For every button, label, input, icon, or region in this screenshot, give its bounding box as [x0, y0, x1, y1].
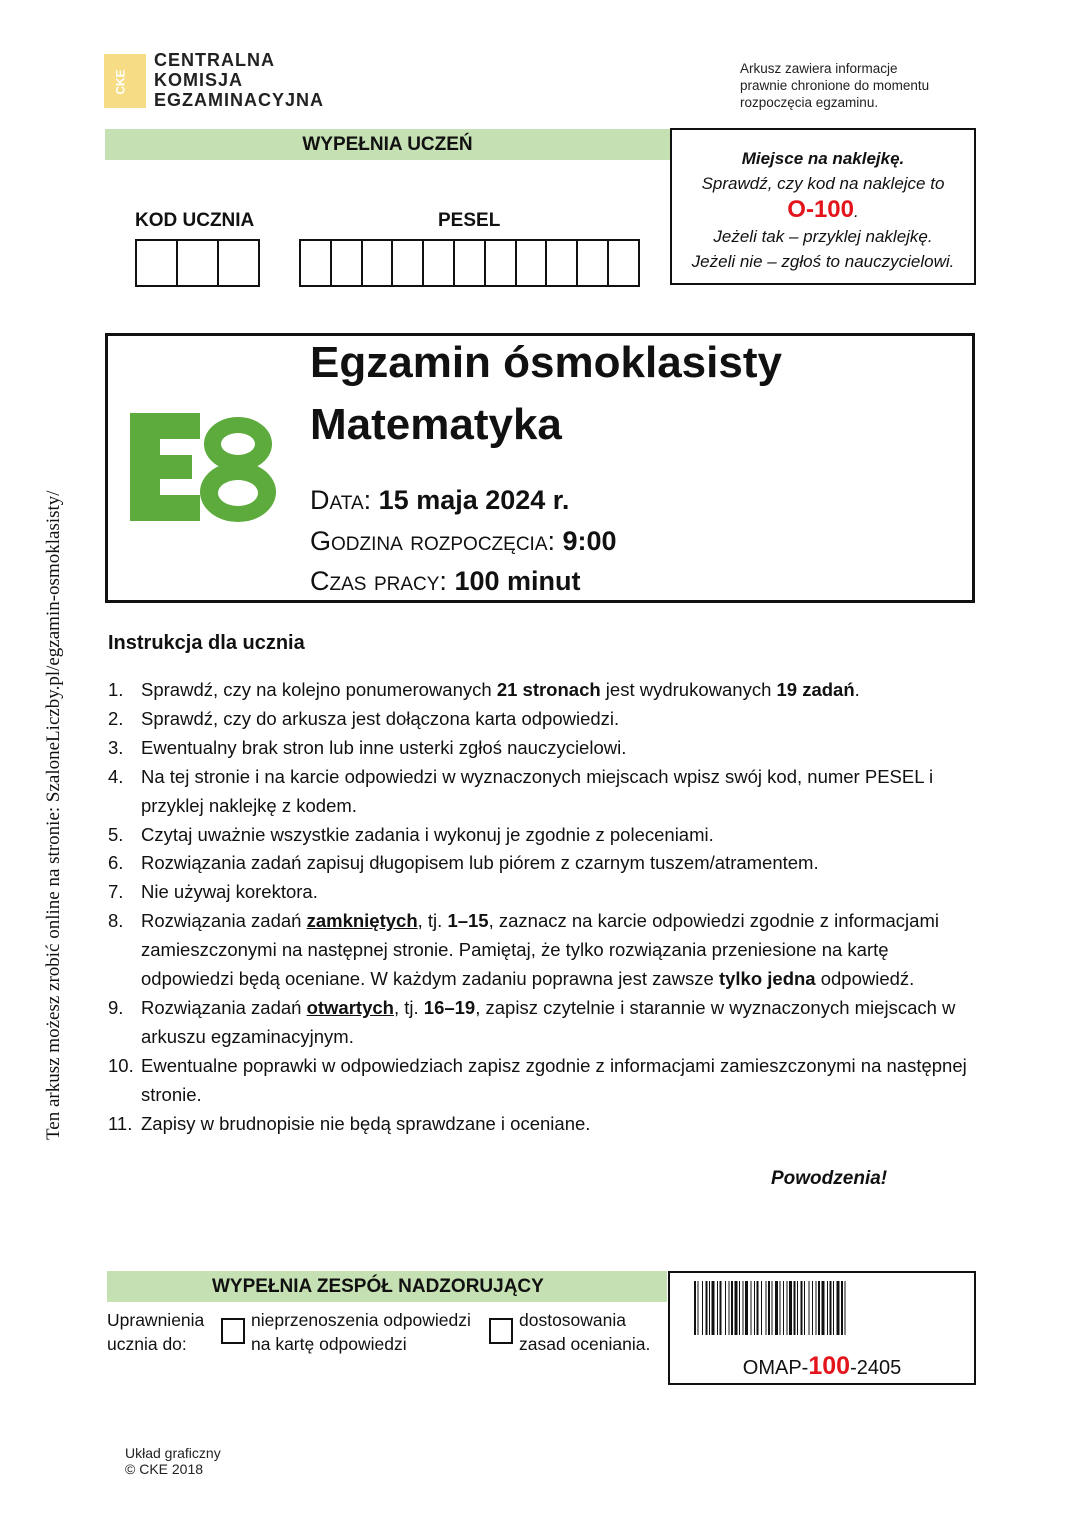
instruction-number: 6. [108, 852, 124, 874]
instruction-number: 10. [108, 1054, 134, 1076]
cke-logo-mark [104, 54, 146, 108]
pesel-label: PESEL [438, 210, 501, 231]
barcode-stripe [717, 1281, 718, 1335]
pesel-cell[interactable] [486, 241, 517, 285]
barcode-stripe [775, 1281, 778, 1335]
exam-start-time-value: 9:00 [562, 526, 617, 556]
cke-logo-line: EGZAMINACYJNA [154, 90, 325, 110]
pesel-cell[interactable] [455, 241, 486, 285]
barcode-stripe [780, 1281, 781, 1335]
option-label-line: na kartę odpowiedzi [251, 1334, 407, 1354]
barcode-stripe [735, 1281, 738, 1335]
cke-logo-mark-text: CKE [113, 69, 128, 95]
no-transfer-option-label [251, 1308, 471, 1356]
instruction-number: 2. [108, 707, 124, 729]
sticker-code: O-100 [787, 196, 854, 223]
sticker-title: Miejsce na naklejkę. [741, 149, 905, 168]
instruction-item: 1. Sprawdź, czy na kolejno ponumerowanych 21 stronach jest wydrukowanych 19 zadań. [108, 676, 968, 705]
footer-line: Układ graficzny [125, 1445, 221, 1461]
instruction-number: 3. [108, 736, 124, 758]
barcode-stripe [743, 1281, 744, 1335]
barcode-stripe [794, 1281, 796, 1335]
pesel-cell[interactable] [301, 241, 332, 285]
barcode-stripe [709, 1281, 710, 1335]
student-code-cell[interactable] [219, 241, 258, 285]
barcode-stripe [804, 1281, 805, 1335]
pesel-cell[interactable] [424, 241, 455, 285]
barcode-stripe [766, 1281, 767, 1335]
no-transfer-checkbox[interactable] [221, 1318, 245, 1344]
barcode-icon [694, 1281, 950, 1337]
barcode-stripe [702, 1281, 703, 1335]
instructions-list [108, 676, 968, 1139]
pesel-cell[interactable] [393, 241, 424, 285]
exam-date-value: 15 maja 2024 r. [378, 485, 570, 515]
barcode-stripe [768, 1281, 770, 1335]
pesel-cell[interactable] [363, 241, 394, 285]
exam-date-label: Data: [310, 485, 372, 515]
barcode-stripe [757, 1281, 759, 1335]
option-label-line: zasad oceniania. [519, 1334, 651, 1354]
barcode-stripe [772, 1281, 773, 1335]
supervisor-section-bar: WYPEŁNIA ZESPÓŁ NADZORUJĄCY [107, 1271, 667, 1302]
instruction-item: 9. Rozwiązania zadań otwartych, tj. 16–19, zapisz czytelnie i starannie w wyznaczonych miejscach w arkuszu egzaminacyjnym. [108, 994, 968, 1052]
barcode-stripe [787, 1281, 788, 1335]
confidentiality-notice [740, 60, 929, 111]
exam-duration [310, 566, 580, 597]
exam-date [310, 485, 569, 516]
exam-subject: Matematyka [310, 400, 562, 449]
pesel-cell[interactable] [609, 241, 638, 285]
barcode-stripe [706, 1281, 708, 1335]
instruction-number: 7. [108, 881, 124, 903]
instruction-item: 6. Rozwiązania zadań zapisuj długopisem lub piórem z czarnym tuszem/atramentem. [108, 849, 968, 878]
sticker-area [670, 128, 976, 285]
barcode-stripe [837, 1281, 840, 1335]
adapted-grading-option-label [519, 1308, 650, 1356]
sticker-yes-text: Jeżeli tak – przyklej naklejkę. [713, 227, 933, 246]
sticker-check-text: Sprawdź, czy kod na naklejce to [701, 174, 945, 193]
barcode-stripe [739, 1281, 740, 1335]
instruction-item: 7. Nie używaj korektora. [108, 878, 968, 907]
instruction-item: 11. Zapisy w brudnopisie nie będą sprawdzane i oceniane. [108, 1110, 968, 1139]
instruction-number: 11. [108, 1112, 133, 1134]
pesel-cell[interactable] [517, 241, 548, 285]
option-label-line: nieprzenoszenia odpowiedzi [251, 1310, 471, 1330]
barcode-stripe [783, 1281, 784, 1335]
barcode-stripe [816, 1281, 817, 1335]
barcode-stripe [845, 1281, 846, 1335]
instruction-item: 3. Ewentualny brak stron lub inne usterki zgłoś nauczycielowi. [108, 734, 968, 763]
barcode-stripe [712, 1281, 715, 1335]
barcode-stripe [789, 1281, 792, 1335]
notice-line: Arkusz zawiera informacje [740, 61, 898, 76]
barcode-stripe [745, 1281, 748, 1335]
e8-logo-icon [130, 413, 280, 523]
exam-sheet-code [668, 1352, 976, 1381]
pesel-cell[interactable] [332, 241, 363, 285]
instruction-item: 8. Rozwiązania zadań zamkniętych, tj. 1–15, zaznacz na karcie odpowiedzi zgodnie z informacjami zamieszczonymi na następnej stronie. Pamiętaj, że tylko rozwiązania przeniesione na kartę odpowiedzi będą oceniane. W każdym zadaniu poprawna jest zawsze tylko jedna odpowiedź. [108, 907, 968, 994]
footer-line: © CKE 2018 [125, 1461, 204, 1477]
instruction-item: 10. Ewentualne poprawki w odpowiedziach zapisz zgodnie z informacjami zamieszczonymi na następnej stronie. [108, 1052, 968, 1110]
exam-duration-label: Czas pracy: [310, 566, 447, 596]
sheet-code-suffix: -2405 [850, 1357, 902, 1379]
barcode-stripe [827, 1281, 828, 1335]
student-code-cell[interactable] [178, 241, 219, 285]
sticker-code-suffix: . [853, 202, 859, 221]
exam-title: Egzamin ósmoklasisty [310, 338, 782, 387]
side-watermark-text: Ten arkusz możesz zrobić online na stronie: SzaloneLiczby.pl/egzamin-osmoklasisty/ [43, 490, 64, 1140]
barcode-stripe [830, 1281, 832, 1335]
barcode-stripe [731, 1281, 733, 1335]
student-code-label: KOD UCZNIA [135, 210, 255, 231]
adapted-grading-checkbox[interactable] [489, 1318, 513, 1344]
barcode-stripe [694, 1281, 696, 1335]
barcode-stripe [729, 1281, 730, 1335]
barcode-stripe [809, 1281, 810, 1335]
instruction-number: 5. [108, 823, 124, 845]
rights-label [107, 1308, 204, 1356]
barcode-stripe [801, 1281, 803, 1335]
instruction-number: 8. [108, 910, 124, 932]
cke-logo-line: KOMISJA [154, 70, 244, 90]
notice-line: rozpoczęcia egzaminu. [740, 95, 879, 110]
barcode-stripe [822, 1281, 825, 1335]
instruction-number: 1. [108, 679, 124, 700]
instruction-item: 5. Czytaj uważnie wszystkie zadania i wykonuj je zgodnie z poleceniami. [108, 821, 968, 850]
barcode-stripe [818, 1281, 820, 1335]
exam-start-time-label: Godzina rozpoczęcia: [310, 526, 556, 556]
student-code-cell[interactable] [137, 241, 178, 285]
instruction-item: 2. Sprawdź, czy do arkusza jest dołączona karta odpowiedzi. [108, 705, 968, 734]
rights-label-line: ucznia do: [107, 1334, 187, 1354]
barcode-stripe [797, 1281, 798, 1335]
pesel-cell[interactable] [578, 241, 609, 285]
barcode-stripe [720, 1281, 722, 1335]
pesel-field[interactable] [299, 239, 640, 287]
barcode-stripe [841, 1281, 843, 1335]
option-label-line: dostosowania [519, 1310, 627, 1330]
good-luck-text: Powodzenia! [771, 1168, 888, 1189]
student-section-bar: WYPEŁNIA UCZEŃ [105, 129, 670, 160]
exam-start-time [310, 526, 617, 557]
notice-line: prawnie chronione do momentu [740, 78, 930, 93]
barcode-stripe [698, 1281, 699, 1335]
barcode-stripe [751, 1281, 752, 1335]
instruction-item: 4. Na tej stronie i na karcie odpowiedzi w wyznaczonych miejscach wpisz swój kod, numer PESEL i przyklej naklejkę z kodem. [108, 763, 968, 821]
barcode-stripe [725, 1281, 726, 1335]
cke-logo-text [154, 50, 324, 110]
footer-credit [125, 1445, 221, 1477]
instructions-title: Instrukcja dla ucznia [108, 632, 305, 654]
pesel-cell[interactable] [547, 241, 578, 285]
instruction-number: 4. [108, 765, 124, 787]
sticker-no-text: Jeżeli nie – zgłoś to nauczycielowi. [691, 252, 955, 271]
barcode-stripe [833, 1281, 834, 1335]
instruction-number: 9. [108, 996, 124, 1018]
rights-label-line: Uprawnienia [107, 1310, 205, 1330]
sheet-code-prefix: OMAP- [742, 1357, 809, 1379]
barcode-stripe [754, 1281, 755, 1335]
barcode-stripe [761, 1281, 762, 1335]
barcode-stripe [812, 1281, 813, 1335]
cke-logo-line: CENTRALNA [154, 50, 275, 70]
student-code-field[interactable] [135, 239, 260, 287]
exam-duration-value: 100 minut [454, 566, 581, 596]
sheet-code-number: 100 [808, 1352, 851, 1380]
